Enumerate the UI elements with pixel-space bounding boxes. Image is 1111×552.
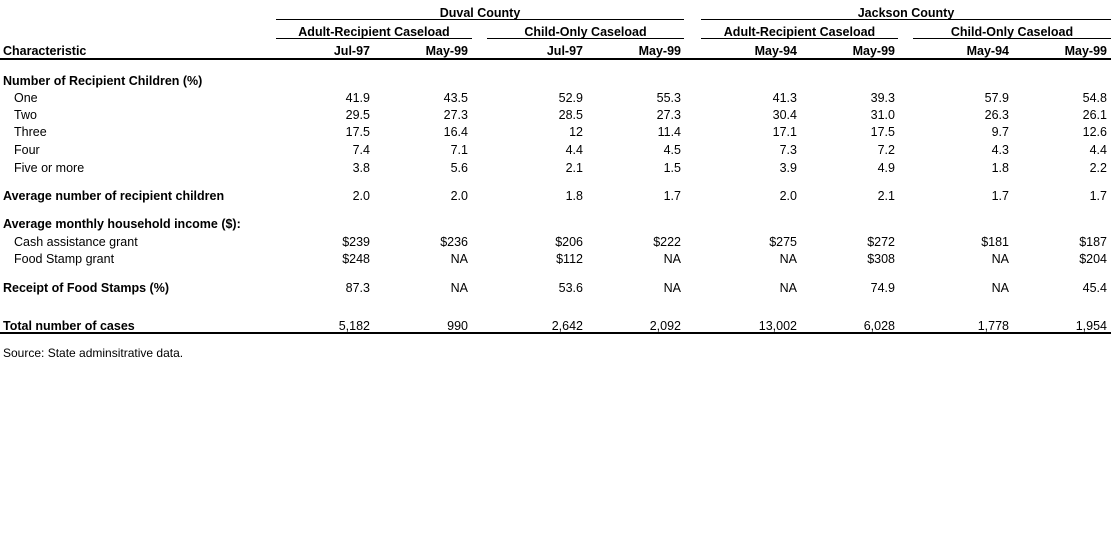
total-value: 5,182 bbox=[338, 319, 370, 333]
total-value: 2,092 bbox=[649, 319, 681, 333]
cell-value: 2.0 bbox=[352, 189, 370, 203]
cell-value: 5.6 bbox=[450, 161, 468, 175]
cell-value: 7.3 bbox=[779, 143, 797, 157]
cell-value: 17.5 bbox=[345, 125, 370, 139]
row-label-four: Four bbox=[14, 143, 40, 157]
cell-value: 1.5 bbox=[663, 161, 681, 175]
cell-value: 4.4 bbox=[565, 143, 583, 157]
cell-value: 1.8 bbox=[565, 189, 583, 203]
cell-value: $272 bbox=[867, 235, 895, 249]
section-title-receipt-of-food-stamps: Receipt of Food Stamps (%) bbox=[3, 281, 169, 295]
cell-value: 4.4 bbox=[1089, 143, 1107, 157]
cell-value: $248 bbox=[342, 252, 370, 266]
date-header: May-99 bbox=[852, 44, 895, 58]
cell-value: 27.3 bbox=[443, 108, 468, 122]
date-header: May-99 bbox=[638, 44, 681, 58]
section-title-average-monthly-household-income: Average monthly household income ($): bbox=[3, 217, 241, 231]
total-value: 1,954 bbox=[1075, 319, 1107, 333]
cell-value: 87.3 bbox=[345, 281, 370, 295]
cell-value: 4.5 bbox=[663, 143, 681, 157]
cell-value: 1.8 bbox=[991, 161, 1009, 175]
caseload-group-rule bbox=[487, 38, 684, 39]
caseload-group-rule bbox=[701, 38, 898, 39]
cell-value: NA bbox=[663, 252, 681, 266]
caseload-group-rule bbox=[276, 38, 472, 39]
cell-value: 29.5 bbox=[345, 108, 370, 122]
cell-value: 1.7 bbox=[991, 189, 1009, 203]
cell-value: $239 bbox=[342, 235, 370, 249]
cell-value: 1.7 bbox=[1089, 189, 1107, 203]
cell-value: 45.4 bbox=[1082, 281, 1107, 295]
cell-value: 7.1 bbox=[450, 143, 468, 157]
cell-value: $308 bbox=[867, 252, 895, 266]
cell-value: 1.7 bbox=[663, 189, 681, 203]
cell-value: NA bbox=[779, 281, 797, 295]
cell-value: 2.0 bbox=[779, 189, 797, 203]
cell-value: 11.4 bbox=[657, 125, 681, 139]
cell-value: 26.3 bbox=[984, 108, 1009, 122]
cell-value: 30.4 bbox=[772, 108, 797, 122]
header-bottom-rule bbox=[0, 58, 1111, 60]
total-label: Total number of cases bbox=[3, 319, 135, 333]
cell-value: $275 bbox=[769, 235, 797, 249]
cell-value: 4.9 bbox=[877, 161, 895, 175]
date-header: May-99 bbox=[1064, 44, 1107, 58]
section-title-number-of-recipient-children: Number of Recipient Children (%) bbox=[3, 74, 203, 88]
cell-value: 2.2 bbox=[1089, 161, 1107, 175]
date-header: May-94 bbox=[966, 44, 1009, 58]
cell-value: 55.3 bbox=[656, 91, 681, 105]
cell-value: 2.1 bbox=[877, 189, 895, 203]
cell-value: 52.9 bbox=[558, 91, 583, 105]
cell-value: 41.3 bbox=[772, 91, 797, 105]
date-header: Jul-97 bbox=[333, 44, 370, 58]
cell-value: 3.8 bbox=[352, 161, 370, 175]
total-value: 1,778 bbox=[977, 319, 1009, 333]
cell-value: 7.4 bbox=[352, 143, 370, 157]
county-header-duval: Duval County bbox=[439, 6, 521, 20]
cell-value: 2.0 bbox=[450, 189, 468, 203]
total-value: 2,642 bbox=[551, 319, 583, 333]
cell-value: 43.5 bbox=[443, 91, 468, 105]
cell-value: 4.3 bbox=[991, 143, 1009, 157]
cell-value: 27.3 bbox=[656, 108, 681, 122]
cell-value: 54.8 bbox=[1082, 91, 1107, 105]
cell-value: 9.7 bbox=[991, 125, 1009, 139]
cell-value: 17.1 bbox=[772, 125, 797, 139]
cell-value: $112 bbox=[556, 252, 583, 266]
total-value: 990 bbox=[447, 319, 468, 333]
cell-value: 2.1 bbox=[565, 161, 583, 175]
cell-value: NA bbox=[450, 281, 468, 295]
cell-value: 57.9 bbox=[984, 91, 1009, 105]
row-label-one: One bbox=[14, 91, 38, 105]
caseload-group-rule bbox=[913, 38, 1111, 39]
caseload-group-header: Child-Only Caseload bbox=[950, 25, 1074, 39]
row-label-two: Two bbox=[14, 108, 37, 122]
total-value: 6,028 bbox=[863, 319, 895, 333]
row-label-five-or-more: Five or more bbox=[14, 161, 85, 175]
cell-value: 28.5 bbox=[558, 108, 583, 122]
cell-value: $181 bbox=[981, 235, 1009, 249]
cell-value: 12 bbox=[569, 125, 583, 139]
cell-value: 16.4 bbox=[443, 125, 468, 139]
total-value: 13,002 bbox=[758, 319, 797, 333]
section-title-average-number-of-recipient-children: Average number of recipient children bbox=[3, 189, 225, 203]
date-header: Jul-97 bbox=[546, 44, 583, 58]
cell-value: 7.2 bbox=[877, 143, 895, 157]
cell-value: 17.5 bbox=[870, 125, 895, 139]
row-label-cash-assistance-grant: Cash assistance grant bbox=[14, 235, 138, 249]
cell-value: 39.3 bbox=[870, 91, 895, 105]
cell-value: NA bbox=[991, 281, 1009, 295]
county-rule-jackson bbox=[701, 19, 1111, 20]
cell-value: $187 bbox=[1079, 235, 1107, 249]
cell-value: $204 bbox=[1079, 252, 1107, 266]
cell-value: 26.1 bbox=[1082, 108, 1107, 122]
row-label-food-stamp-grant: Food Stamp grant bbox=[14, 252, 115, 266]
county-rule-duval bbox=[276, 19, 684, 20]
cell-value: NA bbox=[991, 252, 1009, 266]
cell-value: NA bbox=[779, 252, 797, 266]
cell-value: 74.9 bbox=[870, 281, 895, 295]
cell-value: NA bbox=[450, 252, 468, 266]
caseload-group-header: Adult-Recipient Caseload bbox=[723, 25, 876, 39]
cell-value: 41.9 bbox=[345, 91, 370, 105]
cell-value: 12.6 bbox=[1082, 125, 1107, 139]
caseload-group-header: Adult-Recipient Caseload bbox=[298, 25, 450, 39]
total-bottom-rule bbox=[0, 332, 1111, 334]
source-note: Source: State adminsitrative data. bbox=[3, 346, 184, 360]
caseload-group-header: Child-Only Caseload bbox=[524, 25, 647, 39]
cell-value: $236 bbox=[440, 235, 468, 249]
characteristic-header: Characteristic bbox=[3, 44, 87, 58]
date-header: May-94 bbox=[754, 44, 797, 58]
row-label-three: Three bbox=[14, 125, 47, 139]
cell-value: 3.9 bbox=[779, 161, 797, 175]
cell-value: NA bbox=[663, 281, 681, 295]
cell-value: $206 bbox=[555, 235, 583, 249]
cell-value: 31.0 bbox=[870, 108, 895, 122]
cell-value: $222 bbox=[653, 235, 681, 249]
cell-value: 53.6 bbox=[558, 281, 583, 295]
date-header: May-99 bbox=[425, 44, 468, 58]
county-header-jackson: Jackson County bbox=[857, 6, 955, 20]
